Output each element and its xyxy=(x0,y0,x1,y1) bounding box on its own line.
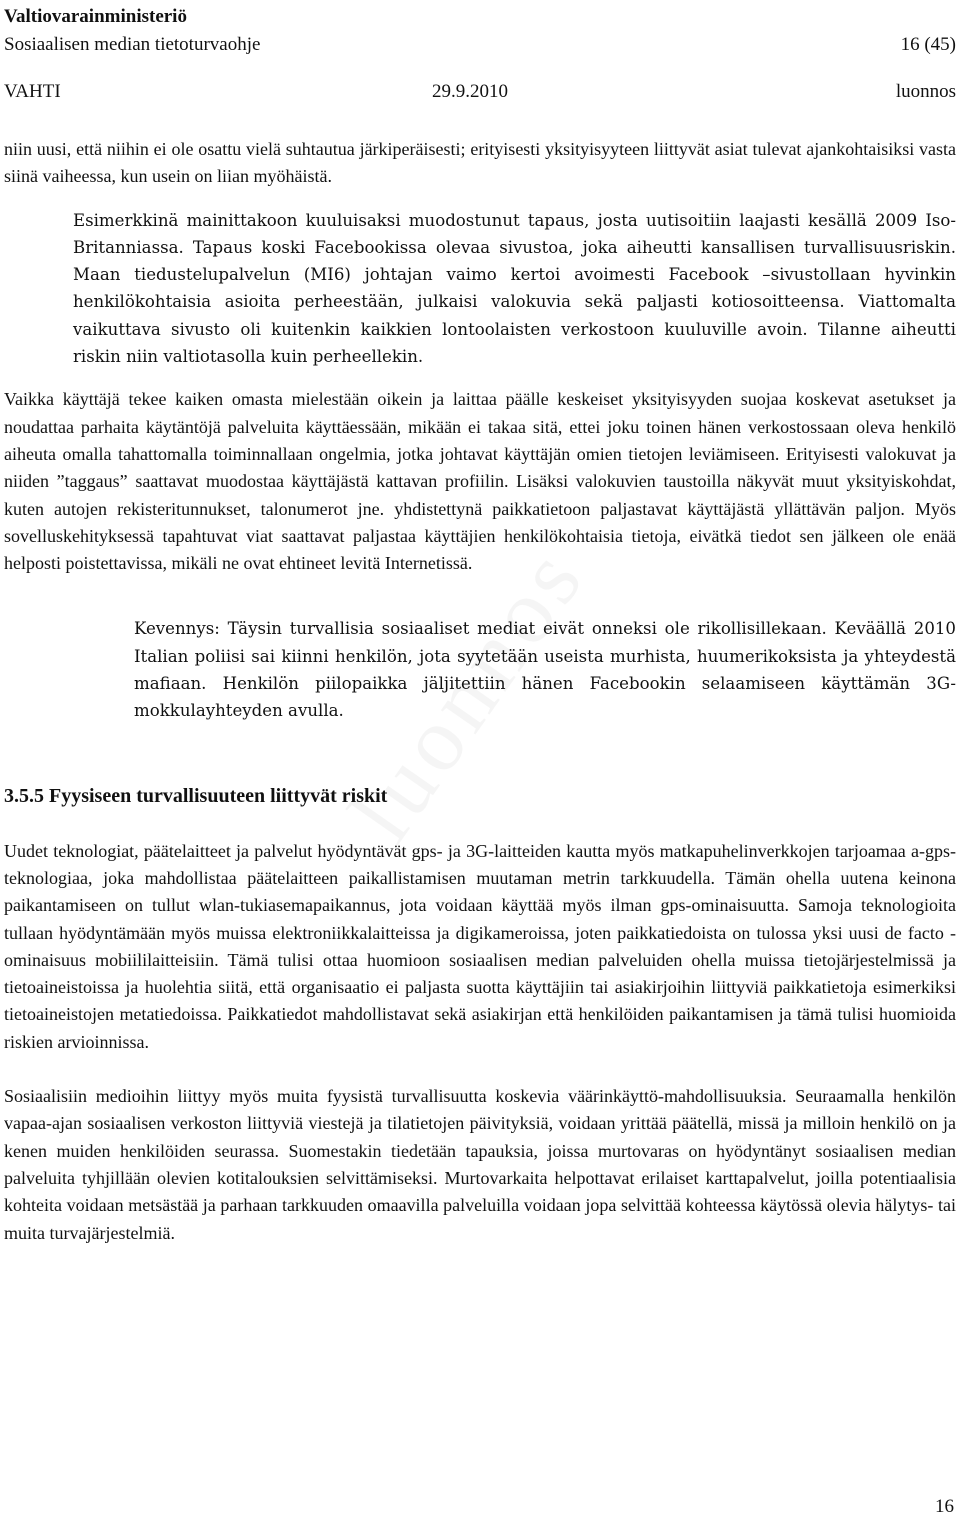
example-paragraph: Esimerkkinä mainittakoon kuuluisaksi muodostunut tapaus, josta uutisoitiin laajasti kesällä 2009 Iso-Britanniassa. Tapaus koski Facebookissa olevaa sivustoa, joka aiheutti kansallisen turvallisuusriskin. Maan tiedustelupalvelun (MI6) johtajan vaimo kertoi avoimesti Facebook –sivustollaan hyvinkin henkilökohtaisia asioita perheestään, julkaisi valokuvia sekä paljasti kotiosoitteensa. Viattomalta vaikuttava sivusto oli kuitenkin kaikkien lontoolaisten verkostoon kuuluville avoin. Tilanne aiheutti riskin niin valtiotasolla kuin perheellekin. xyxy=(73,210,956,367)
header-date: 29.9.2010 xyxy=(432,81,508,102)
header-row-title xyxy=(4,31,956,59)
header-row-org xyxy=(4,3,956,31)
header-page-ref: 16 (45) xyxy=(900,34,956,55)
header-doc-title: Sosiaalisen median tietoturvaohje xyxy=(4,34,261,55)
paragraph: Sosiaalisiin medioihin liittyy myös muita fyysistä turvallisuutta koskevia väärinkäyttö-mahdollisuuksia. Seuraamalla henkilön vapaa-ajan sosiaalisen verkoston liittyviä viestejä ja tilatietojen päivityksiä, voidaan yrittää päätellä, missä ja milloin henkilö on ja kenen muiden henkilöiden seurassa. Suomestakin tiedetään tapauksia, joissa murtovaras on hyödyntänyt sosiaalisen median palveluita tyhjillään olevien kotitalouksien selvittämiseksi. Murtovarkaita helpottavat erilaiset karttapalvelut, joilla potentiaalisia kohteita voidaan metsästää ja parhaan tarkkuuden omaavilla palveluilla voidaan jopa selvittää kohteessa käytössä olevia hälytys- tai muita turvajärjestelmiä. xyxy=(4,1086,956,1243)
header-org: Valtiovarainministeriö xyxy=(4,6,187,27)
page-body xyxy=(4,136,956,1247)
paragraph: Vaikka käyttäjä tekee kaiken omasta mielestään oikein ja laittaa päälle keskeiset yksityisyyden suojaa koskevat asetukset ja noudattaa parhaita käytäntöjä palveluita käyttäessään, mikään ei takaa sitä, ettei joku toinen hänen verkostossaan oleva henkilö aiheuta omalla tahattomalla toiminnallaan ongelmia, jotka johtavat käyttäjän omien tietojen leviämiseen. Erityisesti valokuvat ja niiden ”taggaus” saattavat muodostaa käyttäjästä kattavan profiilin. Lisäksi valokuvien taustoilla näkyvät muut yksityiskohdat, kuten autojen rekisteritunnukset, talonumerot jne. yhdistettynä paikkatietoon paljastavat käyttäjästä yllättävän paljon. Myös sovelluskehityksessä tapahtuvat viat saattavat paljastaa käyttäjien henkilökohtaisia tietoja, eivätkä tiedot sen jälkeen ole enää helposti poistettavissa, mikäli ne ovat ehtineet levitä Internetissä. xyxy=(4,389,956,574)
header-series: VAHTI xyxy=(4,81,61,102)
paragraph: niin uusi, että niihin ei ole osattu vielä suhtautua järkiperäisesti; erityisesti yksityisyyteen liittyvät asiat tulevat ajankohtaisiksi vasta siinä vaiheessa, kun usein on liian myöhäistä. xyxy=(4,139,956,187)
paragraph: Uudet teknologiat, päätelaitteet ja palvelut hyödyntävät gps- ja 3G-laitteiden kautta myös matkapuhelinverkkojen tarjoamaa a-gps-teknologiaa, joka mahdollistaa päätelaitteen paikallistamisen muutaman metrin tarkkuudella. Tämän ohella uutena keinona paikantamiseen on tullut wlan-tukiasemapaikannus, jota voidaan käyttää myös ilman gps-ominaisuutta. Samoja teknologioita tullaan hyödyntämään myös muissa elektroniikkalaitteissa ja digikameroissa, joten paikkatiedoista on tulossa yksi uusi de facto -ominaisuus mobiililaitteisiin. Tämä tulisi ottaa huomioon sosiaalisen median palveluiden ohella muissa tietojärjestelmissä ja tietoaineistoissa ja huolehtia siitä, että organisaatio ei paljasta suotta käyttäjiin tai asiakirjoihin liittyviä paikkatietoja esimerkiksi tietoaineistojen metatiedoissa. Paikkatiedot mahdollistavat sekä asiakirjan että henkilöiden paikantamisen ja tämä tulisi huomioida riskien arvioinnissa. xyxy=(4,840,956,1052)
header-status: luonnos xyxy=(895,81,956,102)
section-heading: 3.5.5 Fyysiseen turvallisuuteen liittyvät riskit xyxy=(4,784,388,807)
header-row-meta xyxy=(4,81,956,109)
aside-paragraph: Kevennys: Täysin turvallisia sosiaaliset mediat eivät onneksi ole rikollisillekaan. Keväällä 2010 Italian poliisi sai kiinni henkilön, jota syytetään useista murhista, huumerikoksista ja yhteydestä mafiaan. Henkilön piilopaikka jäljitettiin hänen Facebookin selaamiseen käyttämän 3G-mokkulayhteyden avulla. xyxy=(134,619,956,721)
page-header xyxy=(4,3,956,109)
page-number: 16 xyxy=(935,1496,954,1517)
